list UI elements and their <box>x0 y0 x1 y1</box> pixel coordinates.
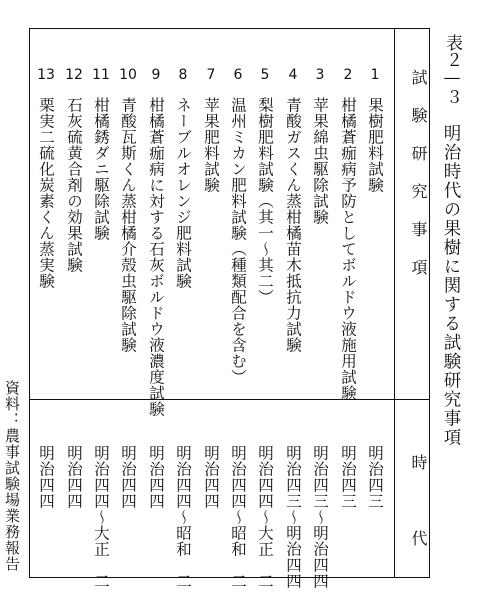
row-era: 明治四三 <box>366 445 384 509</box>
header-divider <box>394 29 395 577</box>
row-item: 石灰硫黄合剤の効果試験 <box>65 97 83 273</box>
row-era: 明治四四〜大正 二 <box>256 445 274 589</box>
row-item: 柑橘蒼痂病に対する石灰ボルドウ液濃度試験 <box>147 97 165 417</box>
row-item: 温州ミカン肥料試験（種類配合を含む） <box>229 97 247 385</box>
row-number: 2 <box>343 67 353 83</box>
row-number: 10 <box>119 67 137 83</box>
research-table <box>29 28 430 606</box>
row-era: 明治四三〜明治四四 <box>311 445 329 589</box>
row-era: 明治四四 <box>147 445 165 509</box>
row-era: 明治四四 <box>37 445 55 509</box>
row-number: 4 <box>288 67 298 83</box>
row-era: 明治四四〜昭和 二 <box>174 445 192 589</box>
row-number: 11 <box>92 67 110 83</box>
table-label: 表２—３ <box>442 34 462 105</box>
row-era: 明治四四〜昭和 二 <box>229 445 247 589</box>
row-number: 13 <box>37 67 55 83</box>
row-item: 青酸瓦斯くん蒸柑橘介殻虫駆除試験 <box>119 97 137 353</box>
row-item: 苹果綿虫駆除試験 <box>311 97 329 225</box>
row-era: 明治四四〜大正 二 <box>92 445 110 589</box>
row-era: 明治四四 <box>119 445 137 509</box>
row-item: 柑橘蒼痂病予防としてボルドウ液施用試験 <box>339 97 357 401</box>
header-item: 試験研究事項 <box>409 69 428 297</box>
row-item: 栗実二硫化炭素くん蒸実験 <box>37 97 55 289</box>
row-number: 3 <box>315 67 325 83</box>
row-item: 柑橘銹ダニ駆除試験 <box>92 97 110 241</box>
row-number: 9 <box>151 67 161 83</box>
row-era: 明治四四 <box>202 445 220 509</box>
row-era: 明治四三 <box>339 445 357 509</box>
row-era: 明治四三〜明治四四 <box>284 445 302 589</box>
row-era: 明治四四 <box>65 445 83 509</box>
source-note: 資料：農事試験場業務報告 <box>3 380 21 572</box>
row-number: 7 <box>206 67 216 83</box>
row-number: 6 <box>233 67 243 83</box>
row-item: 梨樹肥料試験（其一〜其二） <box>256 97 274 305</box>
row-number: 5 <box>260 67 270 83</box>
header-era: 時代 <box>409 454 428 606</box>
row-number: 8 <box>178 67 188 83</box>
row-item: 苹果肥料試験 <box>202 97 220 193</box>
row-item: 青酸ガスくん蒸柑橘苗木抵抗力試験 <box>284 97 302 353</box>
row-item: ネーブルオレンジ肥料試験 <box>174 97 192 289</box>
row-number: 1 <box>370 67 380 83</box>
page-title: 明治時代の果樹に関する試験研究事項 <box>441 124 461 447</box>
row-number: 12 <box>65 67 83 83</box>
row-item: 果樹肥料試験 <box>366 97 384 193</box>
